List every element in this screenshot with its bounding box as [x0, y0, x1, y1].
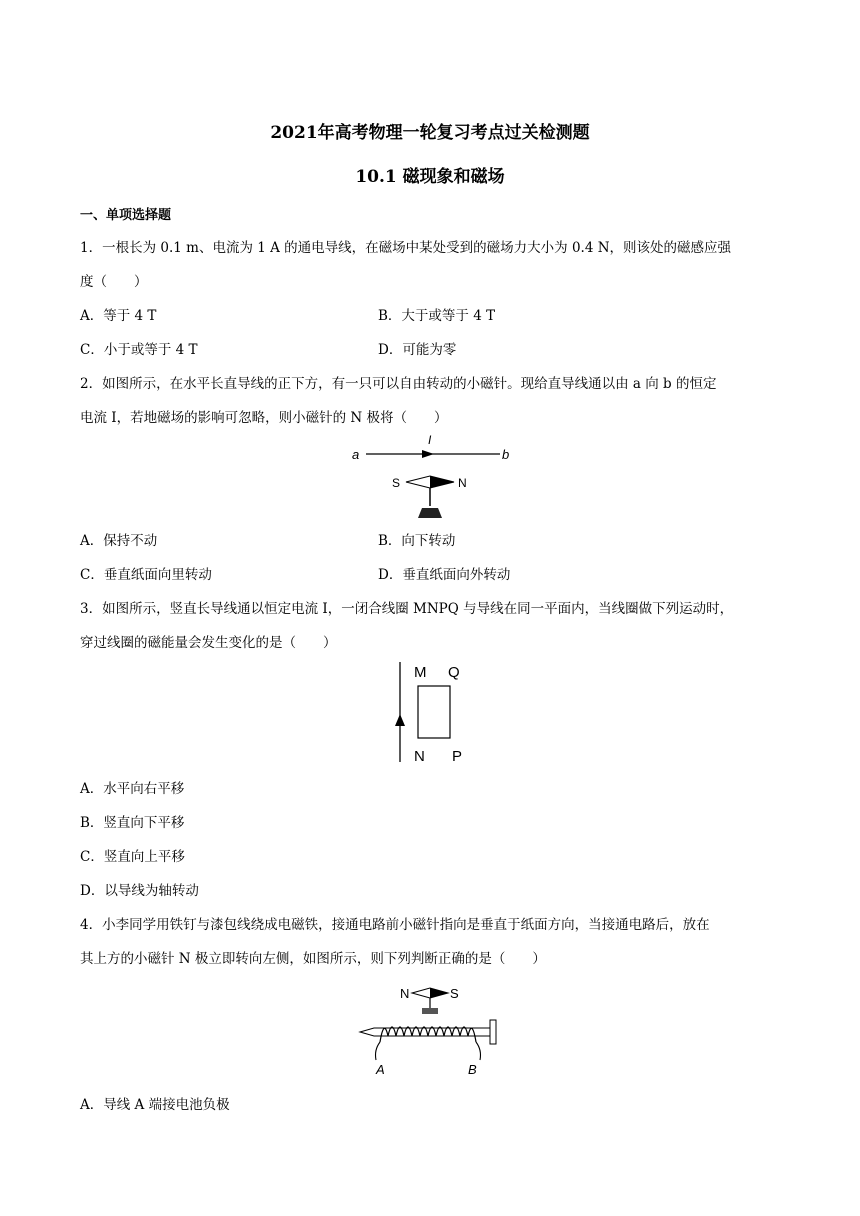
q3-label-p: P	[452, 748, 463, 765]
q1-option-d: D．可能为零	[378, 342, 457, 358]
q4-label-n: N	[400, 986, 410, 1001]
q1-option-a: A．等于 4 T	[80, 308, 157, 324]
q3-figure	[388, 656, 478, 768]
q1-option-b: B．大于或等于 4 T	[378, 308, 496, 324]
q2-label-a: a	[352, 447, 360, 462]
q1-stem-line1: 1．一根长为 0.1 m、电流为 1 A 的通电导线，在磁场中某处受到的磁场力大小为 0.4 N，则该处的磁感应强	[80, 240, 732, 256]
q1-stem-line2: 度（ ）	[80, 274, 148, 290]
q4-label-b: B	[468, 1062, 477, 1077]
q2-option-c: C．垂直纸面向里转动	[80, 567, 212, 583]
q2-option-a: A．保持不动	[80, 533, 158, 549]
coil-rectangle	[418, 686, 450, 738]
q3-label-n: N	[414, 748, 425, 765]
q3-option-b: B．竖直向下平移	[80, 815, 185, 831]
q3-option-c: C．竖直向上平移	[80, 849, 185, 865]
q3-stem-line1: 3．如图所示，竖直长导线通以恒定电流 I，一闭合线圈 MNPQ 与导线在同一平面内，当线圈做下列运动时，	[80, 601, 734, 617]
q4-figure	[350, 978, 510, 1080]
q2-stem-line2: 电流 I，若地磁场的影响可忽略，则小磁针的 N 极将（ ）	[80, 410, 448, 426]
q3-option-d: D．以导线为轴转动	[80, 883, 199, 899]
compass-base-icon	[422, 1008, 438, 1014]
section-heading: 一、单项选择题	[80, 208, 172, 223]
page-subtitle: 10.1 磁现象和磁场	[355, 167, 505, 187]
q1-option-c: C．小于或等于 4 T	[80, 342, 198, 358]
q3-option-a: A．水平向右平移	[80, 781, 185, 797]
q4-stem-line1: 4．小李同学用铁钉与漆包线绕成电磁铁，接通电路前小磁针指向是垂直于纸面方向，当接通电路后，放在	[80, 917, 710, 933]
q4-option-a: A．导线 A 端接电池负极	[80, 1097, 230, 1113]
q3-stem-line2: 穿过线圈的磁能量会发生变化的是（ ）	[80, 635, 337, 651]
q3-label-m: M	[414, 664, 427, 681]
q2-figure	[340, 430, 520, 522]
q4-stem-line2: 其上方的小磁针 N 极立即转向左侧，如图所示，则下列判断正确的是（ ）	[80, 951, 546, 967]
q2-label-n: N	[458, 476, 467, 490]
q2-option-b: B．向下转动	[378, 533, 456, 549]
q2-option-d: D．垂直纸面向外转动	[378, 567, 511, 583]
current-arrow-icon	[422, 450, 434, 458]
q2-label-b: b	[502, 447, 510, 462]
q4-label-a: A	[376, 1062, 385, 1077]
q2-label-s: S	[392, 476, 401, 490]
q2-label-current: I	[428, 433, 432, 447]
compass-base-icon	[418, 508, 442, 518]
q2-stem-line1: 2．如图所示，在水平长直导线的正下方，有一只可以自由转动的小磁针。现给直导线通以由 a 向 b 的恒定	[80, 376, 717, 392]
q4-label-s: S	[450, 986, 459, 1001]
page-title: 2021年高考物理一轮复习考点过关检测题	[270, 123, 590, 143]
q3-label-q: Q	[448, 664, 460, 681]
current-arrow-icon	[395, 714, 405, 726]
